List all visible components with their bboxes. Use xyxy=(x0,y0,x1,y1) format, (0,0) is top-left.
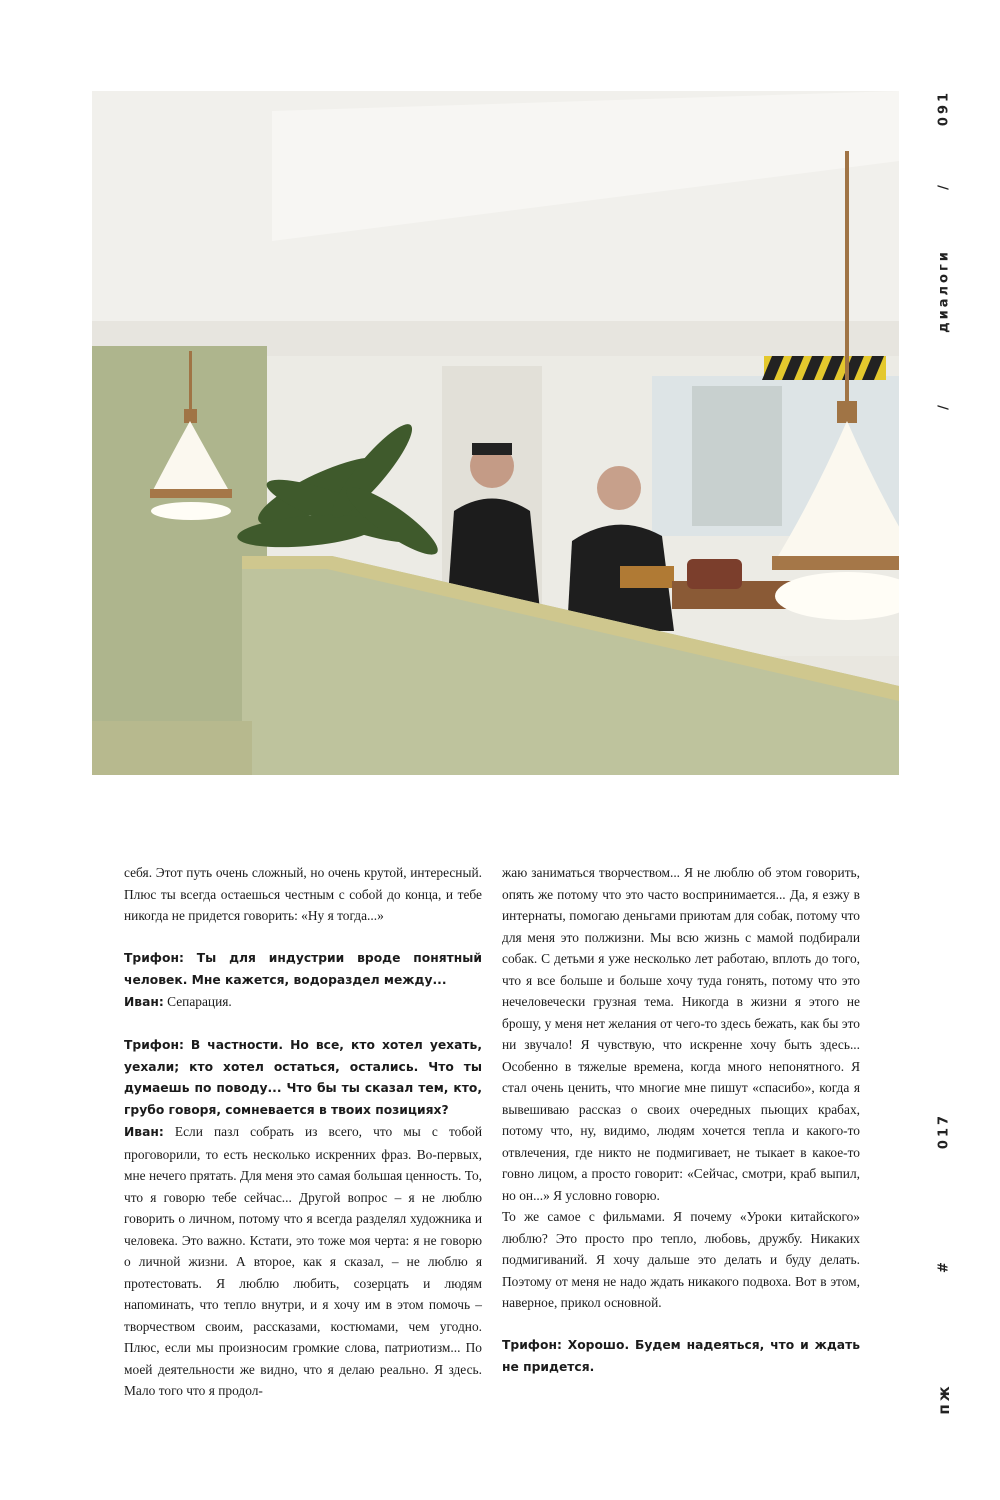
answer xyxy=(124,1121,482,1402)
page-sidebar xyxy=(922,91,966,1421)
question: Трифон: Ты для индустрии вроде понятный человек. Мне кажется, водораздел между... xyxy=(124,951,482,987)
window-pane xyxy=(692,386,782,526)
sidebar-slash: / xyxy=(936,182,952,190)
lower-wall xyxy=(92,721,252,775)
article-column-left xyxy=(124,862,482,1402)
paragraph: жаю заниматься творчеством... Я не люблю об этом говорить, опять же потому что это часто воспринимается... Да, я езжу в интернаты, помогаю деньгами приютам для собак, потому что для меня это полжизни. Мы всю жизнь с мамой подбирали собак. С детьми я уже несколько лет работаю, вплоть до того, что я все больше и больше хочу туда гонять, потому что это нечеловечески грузная тема. Никогда в жизни я этого не брошу, у меня нет желания от чего-то здесь бежать, как бы это ни звучало! Я чувствую, что искренне хочу быть здесь... Особенно в тяжелые времена, когда много непонятного. Я стал очень ценить, что многие мне пишут «спасибо», когда я вывешиваю рассказ о своих очередных пьющих крабах, потому что, ну, видимо, людям хочется тепла и какого-то отвлечения, где никто не подмигивает, не тыкает в какое-то говно лицом, а просто говорит: «Сейчас, смотри, краб выпил, но он...» Я условно говорю. xyxy=(502,865,860,1203)
section-label: диалоги xyxy=(936,249,952,333)
page-number-top: 091 xyxy=(936,89,952,127)
answer-text: Сепарация. xyxy=(163,994,232,1009)
article-column-right xyxy=(502,862,860,1378)
article-photo xyxy=(92,91,899,775)
question: Трифон: В частности. Но все, кто хотел уехать, уехали; кто хотел остаться, остались. Что ты думаешь по поводу... Что бы ты сказал тем, кто, грубо говоря, сомневается в твоих позициях? xyxy=(124,1038,482,1117)
paragraph: То же самое с фильмами. Я почему «Уроки китайского» люблю? Это просто про тепло, любовь, дружбу. Никаких подмигиваний. Я хочу дальше это делать и буду делать. Поэтому от меня не надо ждать никакого подвоха. Вот в этом, наверное, прикол основной. xyxy=(502,1209,860,1310)
magazine-logo: пж xyxy=(935,1383,953,1415)
answer xyxy=(124,991,482,1014)
photo-illustration xyxy=(92,91,899,775)
answer-text: Если пазл собрать из всего, что мы с тобой проговорили, то есть несколько искренних фраз. Во-первых, мне нечего прятать. Для меня это самая большая ценность. То, что я говорю тебе сейчас... Другой вопрос – я не люблю говорить о личном, потому что я всегда разделял художника и человека. Это важно. Кстати, это тоже моя черта: я не говорю о личной жизни. А второе, как я сказал, – не люблю я протестовать. Я люблю любить, созерцать и людям напоминать, что тепло внутри, и я хочу им в этом помочь – творчеством своим, рассказами, костюмами, чем угодно. Плюс, если мы произносим громкие слова, патриотизм... По моей деятельности же видно, что я делаю реально. Я здесь. Мало того что я продол- xyxy=(124,1124,482,1398)
sidebar-slash: / xyxy=(936,402,952,410)
paragraph: себя. Этот путь очень сложный, но очень крутой, интересный. Плюс ты всегда остаешься честным с собой до конца, и тебе никогда не придется говорить: «Ну я тогда...» xyxy=(124,865,482,923)
chair xyxy=(687,559,742,589)
speaker-name: Иван: xyxy=(124,995,164,1009)
page-number-bottom: 017 xyxy=(936,1112,952,1150)
green-wall xyxy=(92,346,267,775)
hash-mark: # xyxy=(936,1259,952,1273)
speaker-name: Иван: xyxy=(124,1125,164,1139)
question: Трифон: Хорошо. Будем надеяться, что и ждать не придется. xyxy=(502,1338,860,1374)
